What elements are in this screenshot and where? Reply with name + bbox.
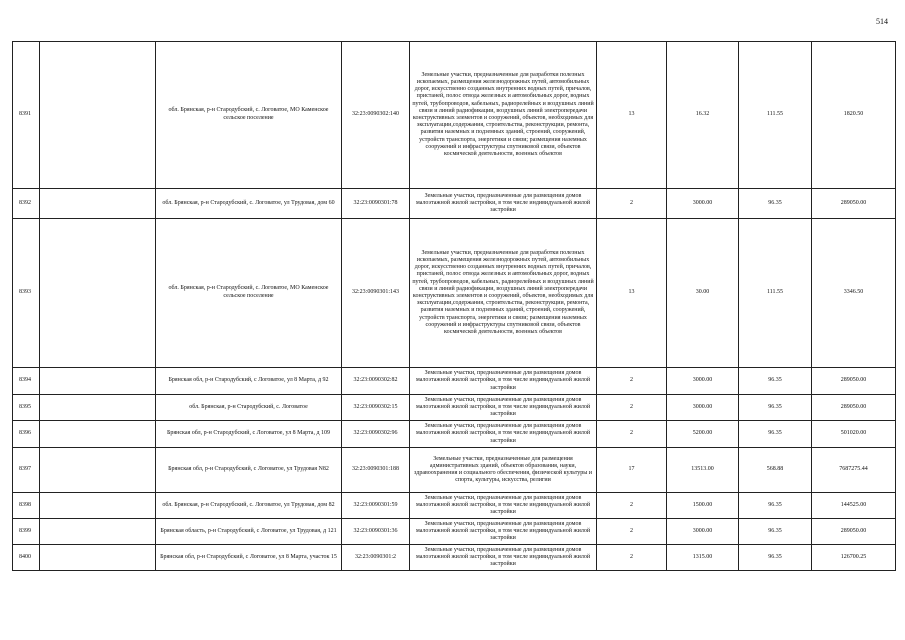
cadastral-value-table <box>12 41 896 571</box>
area-cell: 1500.00 <box>667 493 739 519</box>
table-row <box>13 395 896 421</box>
table-row <box>13 421 896 448</box>
specific-value-cell: 111.55 <box>739 219 812 368</box>
address-cell: Брянская обл, р-н Стародубский, с Логоватое, ул Трудовая N82 <box>156 448 342 493</box>
spacer-cell-cell <box>40 545 156 571</box>
cadastral-value-cell: 289050.00 <box>812 395 896 421</box>
address-cell: обл. Брянская, р-н Стародубский, с. Логоватое, ул Трудовая, дом 82 <box>156 493 342 519</box>
cadastral-number-cell: 32:23:0090301:188 <box>342 448 410 493</box>
cadastral-number-cell: 32:23:0090301:78 <box>342 189 410 219</box>
row-number-cell: 8395 <box>13 395 40 421</box>
purpose-code-cell: 2 <box>597 519 667 545</box>
cadastral-number-cell: 32:23:0090302:15 <box>342 395 410 421</box>
specific-value-cell: 96.35 <box>739 395 812 421</box>
table-row <box>13 448 896 493</box>
specific-value-cell: 96.35 <box>739 545 812 571</box>
specific-value-cell: 96.35 <box>739 519 812 545</box>
area-cell: 30.00 <box>667 219 739 368</box>
cadastral-value-cell: 289050.00 <box>812 519 896 545</box>
purpose-code-cell: 2 <box>597 368 667 395</box>
cadastral-value-cell: 7687275.44 <box>812 448 896 493</box>
area-cell: 5200.00 <box>667 421 739 448</box>
cadastral-number-cell: 32:23:0090302:96 <box>342 421 410 448</box>
table-row <box>13 219 896 368</box>
table-row <box>13 42 896 189</box>
land-use-purpose-cell: Земельные участки, предназначенные для разработки полезных ископаемых, размещения железнодорожных путей, автомобильных дорог, искусственно созданных внутренних водных путей, причалов, пристаней, полос отвода железных и автомобильных дорог, водных путей, трубопроводов, кабельных, радиорелейных и воздушных линий связи и линий радиофикации, воздушных линий электропередачи конструктивных элементов и сооружений, объектов, необходимых для эксплуатации,содержания, строительства, реконструкции, ремонта, развития наземных и подземных зданий, строений, сооружений, устройств транспорта, энергетики и связи; размещения наземных сооружений и инфраструктуры спутниковой связи, объектов космической деятельности, военных объектов <box>410 42 597 189</box>
land-use-purpose-cell: Земельные участки, предназначенные для размещения домов малоэтажной жилой застройки, в том числе индивидуальной жилой застройки <box>410 519 597 545</box>
row-number-cell: 8400 <box>13 545 40 571</box>
specific-value-cell: 111.55 <box>739 42 812 189</box>
purpose-code-cell: 2 <box>597 395 667 421</box>
area-cell: 3000.00 <box>667 519 739 545</box>
area-cell: 16.32 <box>667 42 739 189</box>
table-row <box>13 519 896 545</box>
area-cell: 13513.00 <box>667 448 739 493</box>
spacer-cell-cell <box>40 219 156 368</box>
row-number-cell: 8399 <box>13 519 40 545</box>
row-number-cell: 8391 <box>13 42 40 189</box>
cadastral-value-cell: 1820.50 <box>812 42 896 189</box>
purpose-code-cell: 17 <box>597 448 667 493</box>
specific-value-cell: 96.35 <box>739 368 812 395</box>
land-use-purpose-cell: Земельные участки, предназначенные для размещения домов малоэтажной жилой застройки, в том числе индивидуальной жилой застройки <box>410 368 597 395</box>
specific-value-cell: 96.35 <box>739 189 812 219</box>
row-number-cell: 8396 <box>13 421 40 448</box>
table-row <box>13 545 896 571</box>
land-use-purpose-cell: Земельные участки, предназначенные для размещения домов малоэтажной жилой застройки, в том числе индивидуальной жилой застройки <box>410 189 597 219</box>
address-cell: Брянская область, р-н Стародубский, с Логоватое, ул Трудовая, д 121 <box>156 519 342 545</box>
area-cell: 3000.00 <box>667 189 739 219</box>
cadastral-value-cell: 3346.50 <box>812 219 896 368</box>
spacer-cell-cell <box>40 448 156 493</box>
table-row <box>13 493 896 519</box>
row-number-cell: 8397 <box>13 448 40 493</box>
cadastral-value-cell: 144525.00 <box>812 493 896 519</box>
land-use-purpose-cell: Земельные участки, предназначенные для размещения домов малоэтажной жилой застройки, в том числе индивидуальной жилой застройки <box>410 493 597 519</box>
land-use-purpose-cell: Земельные участки, предназначенные для разработки полезных ископаемых, размещения железнодорожных путей, автомобильных дорог, искусственно созданных внутренних водных путей, причалов, пристаней, полос отвода железных и автомобильных дорог, водных путей, трубопроводов, кабельных, радиорелейных и воздушных линий связи и линий радиофикации, воздушных линий электропередачи конструктивных элементов и сооружений, объектов, необходимых для эксплуатации,содержания, строительства, реконструкции, ремонта, развития наземных и подземных зданий, строений, сооружений, устройств транспорта, энергетики и связи; размещения наземных сооружений и инфраструктуры спутниковой связи, объектов космической деятельности, военных объектов <box>410 219 597 368</box>
spacer-cell-cell <box>40 421 156 448</box>
cadastral-value-cell: 126700.25 <box>812 545 896 571</box>
spacer-cell-cell <box>40 368 156 395</box>
address-cell: Брянская обл, р-н Стародубский, с Логоватое, ул 8 Марта, д 92 <box>156 368 342 395</box>
address-cell: Брянская обл, р-н Стародубский, с Логоватое, ул 8 Марта, участок 15 <box>156 545 342 571</box>
spacer-cell-cell <box>40 189 156 219</box>
cadastral-number-cell: 32:23:0090301:143 <box>342 219 410 368</box>
purpose-code-cell: 13 <box>597 42 667 189</box>
cadastral-number-cell: 32:23:0090301:59 <box>342 493 410 519</box>
purpose-code-cell: 2 <box>597 493 667 519</box>
spacer-cell-cell <box>40 395 156 421</box>
address-cell: обл. Брянская, р-н Стародубский, с. Логоватое <box>156 395 342 421</box>
spacer-cell-cell <box>40 42 156 189</box>
row-number-cell: 8398 <box>13 493 40 519</box>
purpose-code-cell: 2 <box>597 545 667 571</box>
purpose-code-cell: 2 <box>597 189 667 219</box>
land-use-purpose-cell: Земельные участки, предназначенные для размещения домов малоэтажной жилой застройки, в том числе индивидуальной жилой застройки <box>410 421 597 448</box>
specific-value-cell: 568.88 <box>739 448 812 493</box>
row-number-cell: 8393 <box>13 219 40 368</box>
area-cell: 3000.00 <box>667 395 739 421</box>
cadastral-number-cell: 32:23:0090301:36 <box>342 519 410 545</box>
address-cell: обл. Брянская, р-н Стародубский, с. Логоватое, ул Трудовая, дом 60 <box>156 189 342 219</box>
land-use-purpose-cell: Земельные участки, предназначенные для размещения домов малоэтажной жилой застройки, в том числе индивидуальной жилой застройки <box>410 545 597 571</box>
page-number: 514 <box>876 17 888 26</box>
row-number-cell: 8394 <box>13 368 40 395</box>
spacer-cell-cell <box>40 493 156 519</box>
area-cell: 1315.00 <box>667 545 739 571</box>
row-number-cell: 8392 <box>13 189 40 219</box>
purpose-code-cell: 2 <box>597 421 667 448</box>
cadastral-number-cell: 32:23:0090301:2 <box>342 545 410 571</box>
table-body <box>13 42 896 571</box>
land-use-purpose-cell: Земельные участки, предназначенные для размещения административных зданий, объектов образования, науки, здравоохранения и социального обеспечения, физической культуры и спорта, культуры, искусства, религии <box>410 448 597 493</box>
specific-value-cell: 96.35 <box>739 421 812 448</box>
cadastral-value-cell: 501020.00 <box>812 421 896 448</box>
address-cell: Брянская обл, р-н Стародубский, с Логоватое, ул 8 Марта, д 109 <box>156 421 342 448</box>
address-cell: обл. Брянская, р-н Стародубский, с. Логоватое, МО Каменское сельское поселение <box>156 219 342 368</box>
specific-value-cell: 96.35 <box>739 493 812 519</box>
cadastral-value-cell: 289050.00 <box>812 368 896 395</box>
table-row <box>13 368 896 395</box>
area-cell: 3000.00 <box>667 368 739 395</box>
address-cell: обл. Брянская, р-н Стародубский, с. Логоватое, МО Каменское сельское поселение <box>156 42 342 189</box>
spacer-cell-cell <box>40 519 156 545</box>
cadastral-number-cell: 32:23:0090302:140 <box>342 42 410 189</box>
land-use-purpose-cell: Земельные участки, предназначенные для размещения домов малоэтажной жилой застройки, в том числе индивидуальной жилой застройки <box>410 395 597 421</box>
cadastral-value-cell: 289050.00 <box>812 189 896 219</box>
cadastral-number-cell: 32:23:0090302:82 <box>342 368 410 395</box>
table-row <box>13 189 896 219</box>
purpose-code-cell: 13 <box>597 219 667 368</box>
